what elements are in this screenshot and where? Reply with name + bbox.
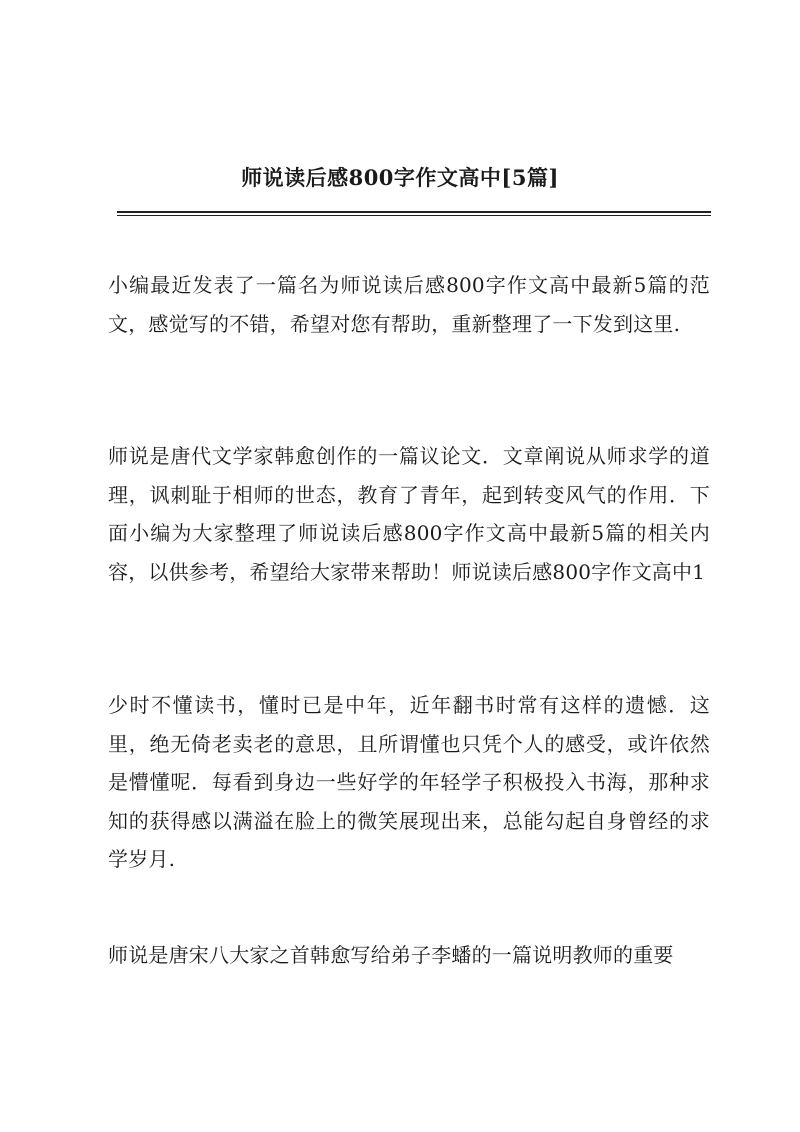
paragraph-essay-1: 少时不懂读书，懂时已是中年，近年翻书时常有这样的遗憾．这里，绝无倚老卖老的意思，且所谓懂也只凭个人的感受，或许依然是懵懂呢．每看到身边一些好学的年轻学子积极投入书海，那种求知的获得感以满溢在脸上的微笑展现出来，总能勾起自身曾经的求学岁月. [108, 693, 710, 871]
title-divider-thick [117, 211, 711, 213]
document-title: 师说读后感800字作文高中[5篇] [241, 165, 559, 190]
title-divider-thin [117, 215, 711, 216]
paragraph-summary: 师说是唐代文学家韩愈创作的一篇议论文．文章阐说从师求学的道理，讽刺耻于相师的世态，教育了青年，起到转变风气的作用．下面小编为大家整理了师说读后感800字作文高中最新5篇的相关内容，以供参考，希望给大家带来帮助！师说读后感800字作文高中1 [108, 444, 710, 584]
paragraph-essay-2: 师说是唐宋八大家之首韩愈写给弟子李蟠的一篇说明教师的重要 [108, 943, 674, 967]
paragraph-intro: 小编最近发表了一篇名为师说读后感800字作文高中最新5篇的范文，感觉写的不错，希望对您有帮助，重新整理了一下发到这里. [108, 273, 710, 336]
